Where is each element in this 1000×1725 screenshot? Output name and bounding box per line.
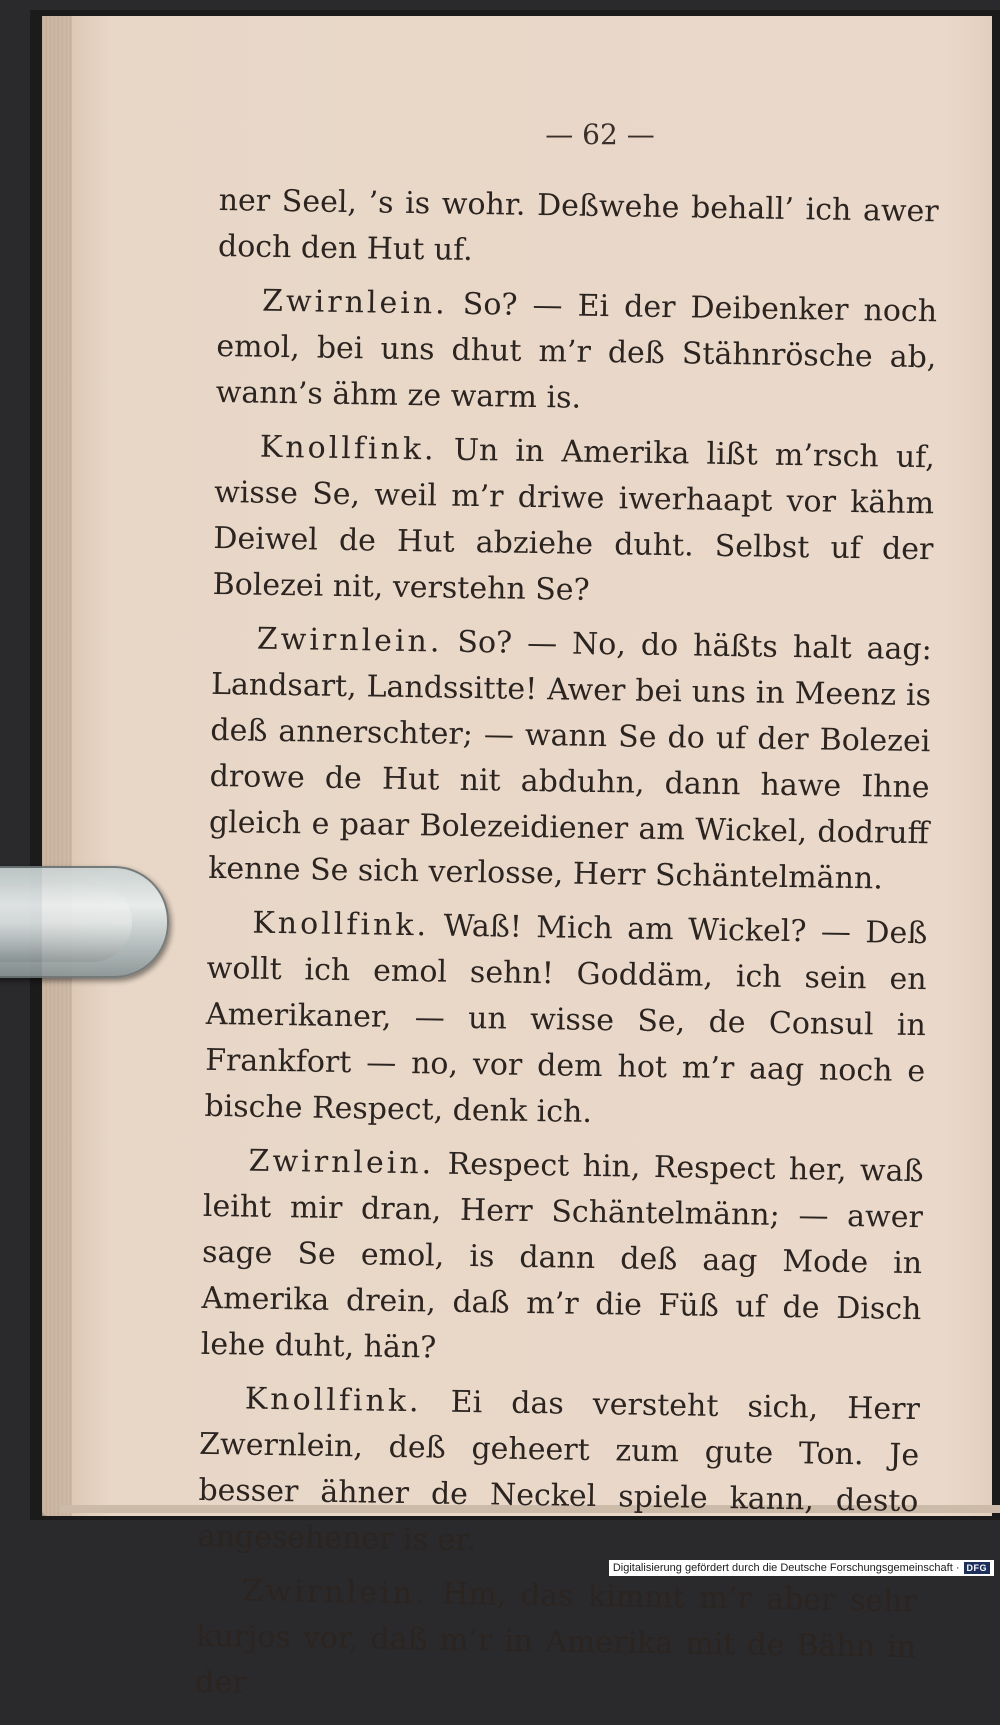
paragraph-text: Un in Amerika lißt m’rsch uf, wisse Se, weil m’r driwe iwerhaapt vor kähm Deiwel de Hut abziehe duht. Selbst uf der Bolezei nit, verstehn Se? [212,432,936,608]
dfg-logo: DFG [964,1562,991,1574]
digitization-credit [609,1560,994,1576]
paragraph-4 [204,900,928,1141]
speaker-name: Zwirnlein. [241,1573,428,1612]
paragraph-text: Respect hin, Respect her, waß leiht mir dran, Herr Schäntelmänn; — awer sage Se emol, is dann deß aag Mode in Amerika drein, daß m’r die Füß uf de Disch lehe duht, hän? [200,1146,924,1366]
paragraph-text: So? — No, do häßts halt aag: Landsart, Landssitte! Awer bei uns in Meenz is deß annerschter; — wann Se do uf der Bolezei drowe de Hut nit abduhn, dann hawe Ihne gleich e paar Bolezeidiener am Wickel, dodruff kenne Se sich verlosse, Herr Schäntelmänn. [207,624,933,897]
bookmark-highlight [0,882,132,962]
bookmark-clip [0,866,169,978]
paragraph-3 [208,616,932,903]
page-edges [42,16,72,1516]
paragraph-text: Ei das versteht sich, Herr Zwernlein, deß geheert zum gute Ton. Je besser ähner de Neckel spiele kann, desto angesehener is er. [197,1384,921,1559]
paragraph-text: Waß! Mich am Wickel? — Deß wollt ich emol sehn! Goddäm, ich sein en Amerikaner, — un wisse Se, de Consul in Frankfort — no, vor dem hot m’r aag noch e bische Respect, denk ich. [204,908,928,1130]
speaker-name: Knollfink. [259,429,437,468]
paragraph-2 [212,424,935,619]
speaker-name: Zwirnlein. [248,1143,435,1182]
speaker-name: Zwirnlein. [256,621,443,660]
paragraph-text: ner Seel, ’s is wohr. Deßwehe behall’ ich awer doch den Hut uf. [217,182,939,268]
speaker-name: Knollfink. [244,1381,422,1420]
page-number: — 62 — [545,118,655,151]
paragraph-7 [195,1568,917,1717]
paragraph-6 [197,1376,920,1571]
paragraph-5 [200,1138,924,1379]
speaker-name: Knollfink. [252,905,430,944]
page-text [195,120,940,1725]
paragraph-text: So? — Ei der Deibenker noch emol, bei uns dhut m’r deß Stähnrösche ab, wann’s ähm ze warm is. [215,286,938,416]
paragraph-text: Hm, das kimmt m’r aber sehr kurjos vor, daß m’r in Amerika mit de Bähn in der [195,1576,918,1701]
credit-text: Digitalisierung gefördert durch die Deutsche Forschungsgemeinschaft · [612,1562,960,1574]
paragraph-1 [215,278,937,427]
speaker-name: Zwirnlein. [261,283,449,322]
paragraph-0 [218,178,939,281]
